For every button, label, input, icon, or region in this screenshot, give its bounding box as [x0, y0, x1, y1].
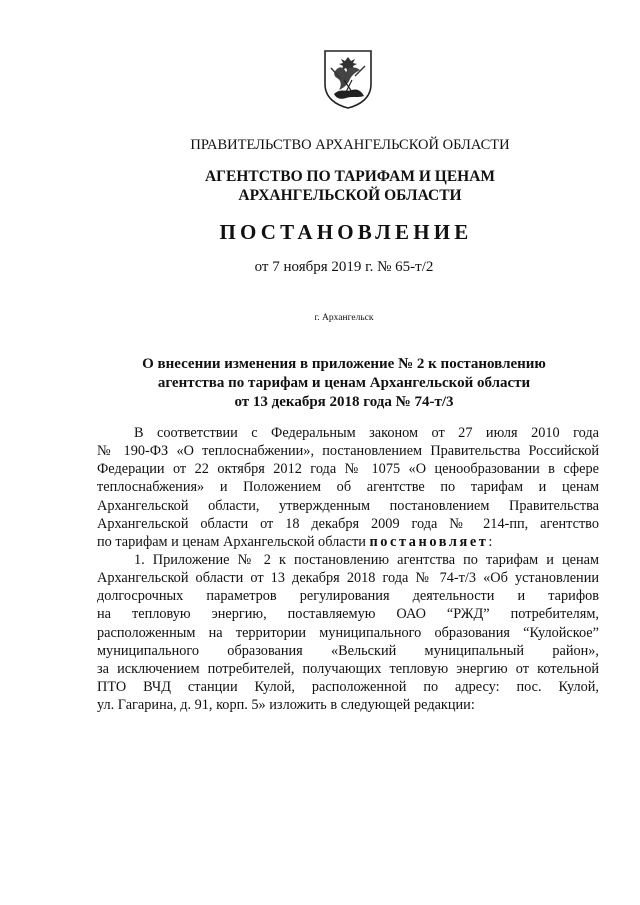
body-line: 1. Приложение № 2 к постановлению агентства по тарифам и ценам: [134, 551, 599, 568]
body-line: муниципального образования «Вельский муниципальный район»,: [97, 642, 599, 659]
document-city: г. Архангельск: [314, 313, 374, 323]
body-line: № 190-ФЗ «О теплоснабжении», постановлением Правительства Российской: [97, 443, 599, 460]
body-line: на тепловую энергию, поставляемую ОАО “РЖД” потребителям,: [97, 606, 599, 623]
document-date-number: от 7 ноября 2019 г. № 65-т/2: [254, 259, 434, 275]
resolves-keyword: постановляет: [369, 533, 489, 550]
arkhangelsk-coat-of-arms-icon: [322, 48, 374, 110]
document-body: [97, 424, 599, 714]
body-line: теплоснабжения» и Положением об агентстве по тарифам и ценам: [97, 479, 599, 496]
agency-name-line-2: АРХАНГЕЛЬСКОЙ ОБЛАСТИ: [238, 187, 462, 204]
document-type-title: ПОСТАНОВЛЕНИЕ: [219, 220, 473, 244]
body-line: ул. Гагарина, д. 91, корп. 5» изложить в следующей редакции:: [97, 697, 475, 714]
subject-line-2: агентства по тарифам и ценам Архангельской области: [157, 375, 531, 391]
body-text-fragment: :: [488, 533, 493, 550]
body-line: Архангельской области от 13 декабря 2018 года № 74-т/3 «Об установлении: [97, 570, 599, 587]
body-line: расположенным на территории муниципального образования “Кулойское”: [97, 624, 599, 641]
body-text-fragment: по тарифам и ценам Архангельской области: [97, 533, 366, 550]
body-line: ПТО ВЧД станции Кулой, расположенной по адресу: пос. Кулой,: [97, 678, 599, 695]
subject-line-3: от 13 декабря 2018 года № 74-т/3: [234, 394, 454, 410]
body-line-resolves: [97, 533, 599, 551]
agency-name-line-1: АГЕНТСТВО ПО ТАРИФАМ И ЦЕНАМ: [204, 168, 496, 185]
body-line: Федерации от 22 октября 2012 года № 1075 «О ценообразовании в сфере: [97, 461, 599, 478]
government-title: ПРАВИТЕЛЬСТВО АРХАНГЕЛЬСКОЙ ОБЛАСТИ: [190, 137, 510, 153]
subject-line-1: О внесении изменения в приложение № 2 к постановлению: [142, 356, 546, 372]
body-line: В соответствии с Федеральным законом от 27 июля 2010 года: [134, 425, 599, 441]
body-line: Архангельской области, утвержденным постановлением Правительства: [97, 497, 599, 514]
body-line: за исключением потребителей, получающих тепловую энергию от котельной: [97, 660, 599, 677]
body-line: долгосрочных параметров регулирования деятельности и тарифов: [97, 588, 599, 605]
body-line: Архангельской области от 18 декабря 2009 года № 214-пп, агентство: [97, 515, 599, 532]
